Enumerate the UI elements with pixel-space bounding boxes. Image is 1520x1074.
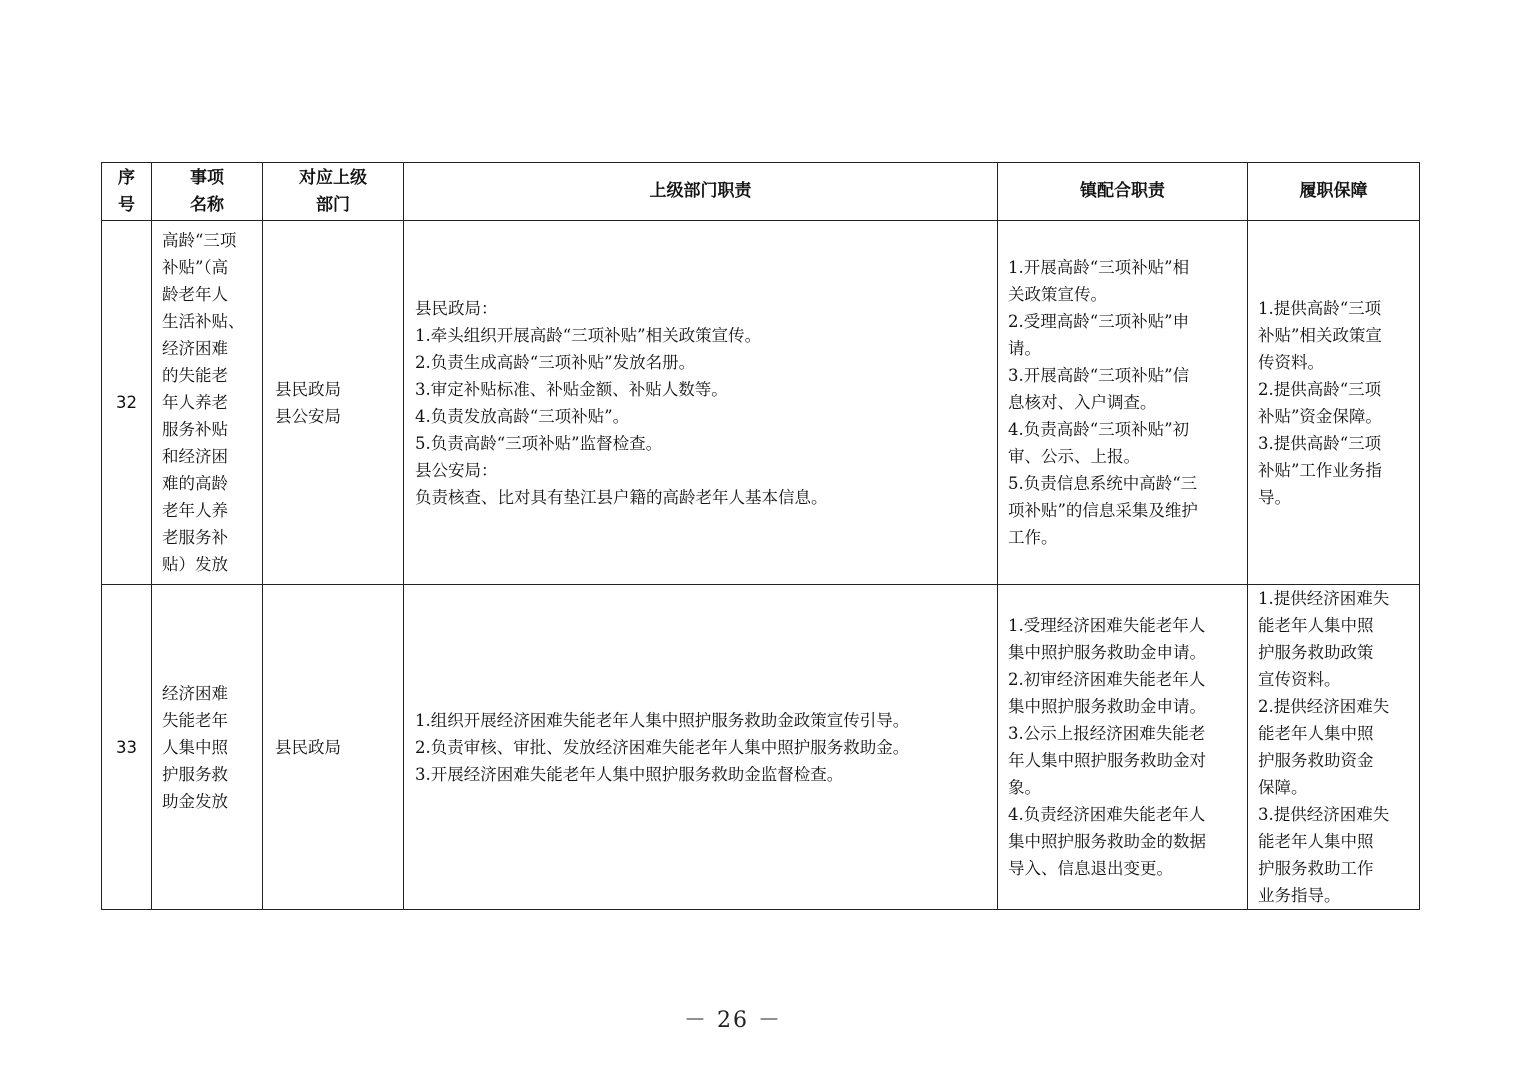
text-line: 生活补贴、 [162,312,245,331]
text-line: 1.提供高龄“三项 [1258,298,1382,318]
row-town-duties [998,585,1248,910]
text-line: 能老年人集中照 [1258,616,1374,635]
text-line: 关政策宣传。 [1008,285,1107,304]
text-line: 1.牵头组织开展高龄“三项补贴”相关政策宣传。 [415,325,762,345]
text-line: 项补贴”的信息采集及维护 [1008,501,1198,520]
header-town-duties: 镇配合职责 [998,163,1248,221]
text-line: 宣传资料。 [1258,670,1341,689]
text-line: 县公安局： [415,460,498,480]
header-serial-line-2: 号 [118,194,135,215]
text-line: 助金发放 [162,791,228,811]
text-line: 传资料。 [1258,352,1324,372]
text-line: 补贴”资金保障。 [1258,406,1382,426]
table-row [102,585,1420,910]
row-item-name [152,221,263,585]
text-line: 保障。 [1258,778,1308,797]
text-line: 4.负责发放高龄“三项补贴”。 [415,406,630,426]
text-line: 老服务补 [162,528,228,547]
table-header-row [102,163,1420,221]
text-line: 经济困难 [162,683,228,703]
row-superior-duties [404,585,998,910]
row-superior-duties [404,221,998,585]
header-item-name [152,163,263,221]
text-line: 3.开展经济困难失能老年人集中照护服务救助金监督检查。 [415,764,844,784]
row-guarantee [1248,585,1420,910]
text-line: 县公安局 [275,406,341,426]
row-superior-department [263,221,404,585]
text-line: 高龄“三项 [162,231,237,250]
text-line: 的失能老 [162,366,228,385]
text-line: 4.负责高龄“三项补贴”初 [1008,420,1190,439]
text-line: 审、公示、上报。 [1008,447,1140,466]
header-guarantee: 履职保障 [1248,163,1420,221]
text-line: 请。 [1008,339,1041,358]
text-line: 贴）发放 [162,555,228,574]
text-line: 导。 [1258,487,1291,507]
text-line: 3.公示上报经济困难失能老 [1008,724,1206,743]
text-line: 负责核查、比对具有垫江县户籍的高龄老年人基本信息。 [415,487,828,507]
text-line: 息核对、入户调查。 [1008,393,1157,412]
text-line: 业务指导。 [1258,886,1341,905]
text-line: 3.开展高龄“三项补贴”信 [1008,366,1190,385]
text-line: 象。 [1008,778,1041,797]
text-line: 5.负责高龄“三项补贴”监督检查。 [415,433,663,453]
row-guarantee [1248,221,1420,585]
text-line: 补贴”（高 [162,258,229,277]
text-line: 导入、信息退出变更。 [1008,859,1173,878]
row-town-duties [998,221,1248,585]
header-dept-line-2: 部门 [316,194,350,215]
text-line: 年人集中照护服务救助金对 [1008,751,1206,770]
text-line: 2.受理高龄“三项补贴”申 [1008,312,1190,331]
row-serial-number: 33 [102,585,152,910]
row-item-name [152,585,263,910]
row-superior-department [263,585,404,910]
header-serial-line-1: 序 [118,167,135,188]
text-line: 集中照护服务救助金申请。 [1008,643,1206,662]
text-line: 4.负责经济困难失能老年人 [1008,805,1206,824]
header-item-line-2: 名称 [190,194,224,215]
text-line: 护服务救助资金 [1258,751,1374,770]
header-dept-line-1: 对应上级 [299,167,367,188]
text-line: 县民政局 [275,737,341,757]
text-line: 1.组织开展经济困难失能老年人集中照护服务救助金政策宣传引导。 [415,710,910,730]
text-line: 3.审定补贴标准、补贴金额、补贴人数等。 [415,379,728,399]
text-line: 护服务救助工作 [1258,859,1374,878]
text-line: 补贴”相关政策宣 [1258,325,1382,345]
text-line: 集中照护服务救助金申请。 [1008,697,1206,716]
text-line: 老年人养 [162,501,228,520]
row-serial-number: 32 [102,221,152,585]
text-line: 县民政局： [415,298,498,318]
text-line: 护服务救 [162,764,228,784]
header-serial-number [102,163,152,221]
text-line: 补贴”工作业务指 [1258,460,1382,480]
text-line: 3.提供高龄“三项 [1258,433,1382,453]
text-line: 1.开展高龄“三项补贴”相 [1008,258,1190,277]
text-line: 1.受理经济困难失能老年人 [1008,616,1206,635]
text-line: 5.负责信息系统中高龄“三 [1008,474,1198,493]
text-line: 县民政局 [275,379,341,399]
text-line: 2.提供经济困难失 [1258,697,1390,716]
header-item-line-1: 事项 [190,167,224,188]
text-line: 护服务救助政策 [1258,643,1374,662]
text-line: 失能老年 [162,710,228,730]
text-line: 难的高龄 [162,474,228,493]
text-line: 能老年人集中照 [1258,724,1374,743]
text-line: 2.负责审核、审批、发放经济困难失能老年人集中照护服务救助金。 [415,737,910,757]
text-line: 人集中照 [162,737,228,757]
text-line: 龄老年人 [162,285,228,304]
table-row [102,221,1420,585]
text-line: 经济困难 [162,339,228,358]
text-line: 集中照护服务救助金的数据 [1008,832,1206,851]
text-line: 3.提供经济困难失 [1258,805,1390,824]
text-line: 2.提供高龄“三项 [1258,379,1382,399]
page-number: － 26 － [684,1008,782,1033]
text-line: 年人养老 [162,393,228,412]
text-line: 能老年人集中照 [1258,832,1374,851]
text-line: 和经济困 [162,447,228,466]
header-superior-duties: 上级部门职责 [404,163,998,221]
responsibility-table [101,162,1420,910]
text-line: 2.负责生成高龄“三项补贴”发放名册。 [415,352,696,372]
text-line: 工作。 [1008,528,1058,547]
text-line: 服务补贴 [162,420,228,439]
text-line: 2.初审经济困难失能老年人 [1008,670,1206,689]
text-line: 1.提供经济困难失 [1258,589,1390,608]
header-superior-department [263,163,404,221]
